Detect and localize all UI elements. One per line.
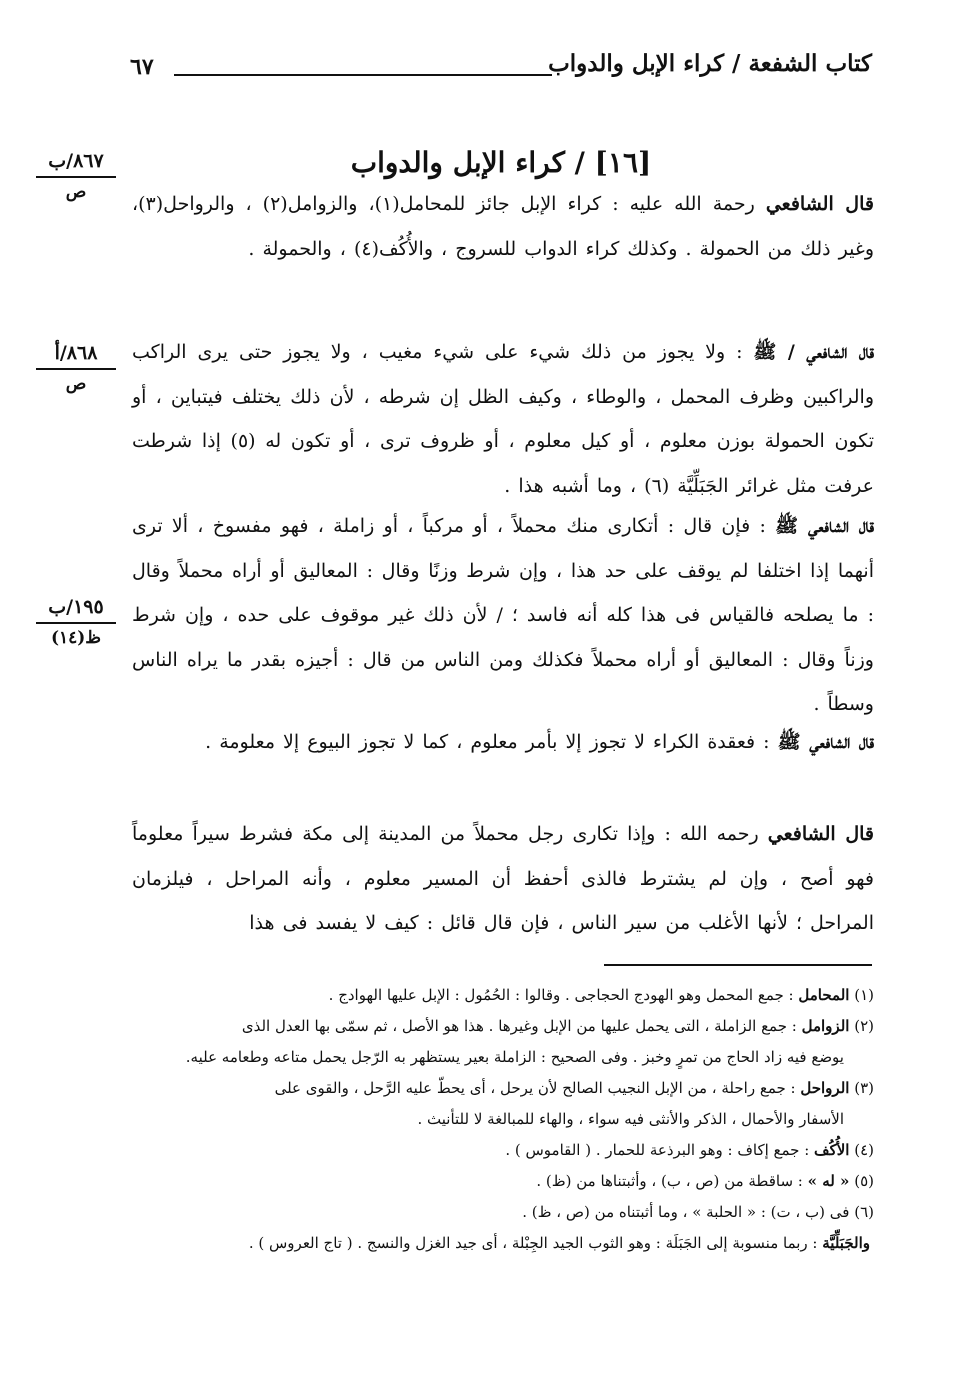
footnote-number: (٢) xyxy=(854,1017,874,1035)
footnote-2 xyxy=(132,1011,874,1073)
footnote-1 xyxy=(132,980,874,1011)
paragraph-2 xyxy=(132,330,874,508)
margin-ref: ١٩٥/ب xyxy=(36,596,116,624)
paragraph-lead: قال الشافعي xyxy=(767,823,875,845)
header-rule xyxy=(174,74,552,76)
footnote-term: الأُكُف xyxy=(814,1141,850,1159)
footnote-6 xyxy=(132,1197,874,1228)
footnote-term: الزوامل xyxy=(801,1017,850,1035)
paragraph-4 xyxy=(132,720,874,765)
footnote-5 xyxy=(132,1166,874,1197)
footnote-term: والجَبَلِّيَّة xyxy=(822,1234,870,1252)
footnote-continuation: يوضع فيه زاد الحاج من تمرٍ وخبز . وفى الصحيح : الزاملة بعير يستظهر به الرّجل يحمل متاعه وطعامه عليه. xyxy=(185,1048,844,1066)
chapter-title: [١٦] / كراء الإبل والدواب xyxy=(350,146,652,179)
footnote-number: (٥) xyxy=(854,1172,874,1190)
footnote-number: (٣) xyxy=(854,1079,874,1097)
footnote-text: : جمع راحلة ، من الإبل النجيب الصالح لأن يرحل ، أى يحطّ عليه الرَّحل ، والقوى على xyxy=(274,1079,801,1097)
running-header xyxy=(130,46,872,90)
footnote-separator xyxy=(604,964,872,966)
paragraph-text: : فعقدة الكراء لا تجوز إلا بأمر معلوم ، كما لا تجوز البيوع إلا معلومة . xyxy=(205,731,778,753)
footnote-number: (٦) xyxy=(854,1203,874,1221)
footnote-number: (٤) xyxy=(854,1141,874,1159)
paragraph-text: : ولا يجوز من ذلك شيء على شيء مغيب ، ولا يجوز حتى يرى الراكب والراكبين وظرف المحمل ، والوطاء ، وكيف الظل إن شرطه ، لأن ذلك يختلف فيتباين ، أو تكون الحمولة بوزن معلوم ، أو كيل معلوم ، أو ظروف ترى ، أو تكون له (٥) إذا شرطت عرفت مثل غرائر الجَبَلِّيَّة (٦) ، وما أشبه هذا . xyxy=(132,341,874,497)
footnote-text: : ساقطة من (ص ، ب) ، وأثبتناها من (ظ) . xyxy=(536,1172,808,1190)
margin-note-1 xyxy=(36,150,116,203)
margin-ref: ٨٦٨/أ xyxy=(36,342,116,370)
paragraph-text: رحمه الله : وإذا تكارى رجل محملاً من المدينة إلى مكة فشرط سيراً معلوماً فهو أصح ، وإن لم يشترط فالذى أحفظ أن المسير معلوم ، وأنه المراحل ، فيلزمان المراحل ؛ لأنها الأغلب من سير الناس ، فإن قال قائل : كيف لا يفسد فى هذا xyxy=(132,823,874,934)
footnote-term: « له » xyxy=(807,1172,850,1190)
paragraph-lead: قال الشافعي ﷺ xyxy=(775,515,874,537)
footnote-term: المحامل xyxy=(798,986,850,1004)
footnote-6-gloss xyxy=(132,1228,874,1259)
margin-note-3 xyxy=(36,596,116,649)
paragraph-lead: قال الشافعي xyxy=(765,193,874,215)
margin-ref: ٨٦٧/ب xyxy=(36,150,116,178)
running-title: كتاب الشفعة / كراء الإبل والدواب xyxy=(548,50,872,77)
paragraph-1 xyxy=(132,182,874,271)
footnote-number: (١) xyxy=(854,986,874,1004)
footnote-text: فى (ب ، ت) : « الحلبة » ، وما أثبتناه من (ص ، ظ) . xyxy=(522,1203,850,1221)
margin-sub: ظ(١٤) xyxy=(50,627,102,648)
footnote-text: : جمع الزاملة ، التى يحمل عليها من الإبل وغيرها . هذا هو الأصل ، ثم سمّى بها العدل الذى xyxy=(241,1017,802,1035)
footnote-3 xyxy=(132,1073,874,1135)
margin-sub: ص xyxy=(65,181,87,202)
paragraph-3 xyxy=(132,504,874,727)
footnote-4 xyxy=(132,1135,874,1166)
footnote-continuation: الأسفار والأحمال ، الذكر والأنثى فيه سواء ، والهاء للمبالغة لا للتأنيث . xyxy=(417,1110,844,1128)
footnote-term: الرواحل xyxy=(800,1079,850,1097)
margin-sub: ص xyxy=(65,373,87,394)
footnotes xyxy=(132,980,874,1259)
paragraph-text: : فإن قال : أتكارى منك محملاً ، أو مركباً ، أو زاملة ، فهو مفسوخ ، ألا ترى أنهما إذا اختلفا لم يوقف على حد هذا ، وإن شرط وزنًا وقال : المعاليق أو أراه محملاً وقال : ما يصلحه فالقياس فى هذا كله أنه فاسد ؛ / لأن ذلك غير موقوف على حده ، وإن شرط وزناً وقال : المعاليق أو أراه محملاً فكذلك ومن الناس من قال : أجيزه بقدر ما يراه الناس وسطاً . xyxy=(132,515,874,715)
page-number: ٦٧ xyxy=(130,54,154,80)
paragraph-5 xyxy=(132,812,874,946)
paragraph-lead: قال الشافعي / ﷺ xyxy=(753,341,874,363)
footnote-text: : ربما منسوبة إلى الجَبَلَة : وهو الثوب الجيد الجِبْلة ، أى جيد الغزل والنسج . ( تاج العروس ) . xyxy=(248,1234,823,1252)
footnote-text: : جمع إكاف : وهو البرذعة للحمار . ( القاموس ) . xyxy=(505,1141,815,1159)
paragraph-lead: قال الشافعي ﷺ xyxy=(777,731,874,753)
margin-note-2 xyxy=(36,342,116,395)
footnote-text: : جمع المحمل وهو الهودج الحجاجى . وقالوا : الحُمُول : الإبل عليها الهوادج . xyxy=(328,986,799,1004)
paragraph-text: رحمة الله عليه : كراء الإبل جائز للمحامل(١)، والزوامل(٢) ، والرواحل(٣)، وغير ذلك من الحمولة . وكذلك كراء الدواب للسروج ، والأُكُف(٤) ، والحمولة . xyxy=(132,193,874,260)
